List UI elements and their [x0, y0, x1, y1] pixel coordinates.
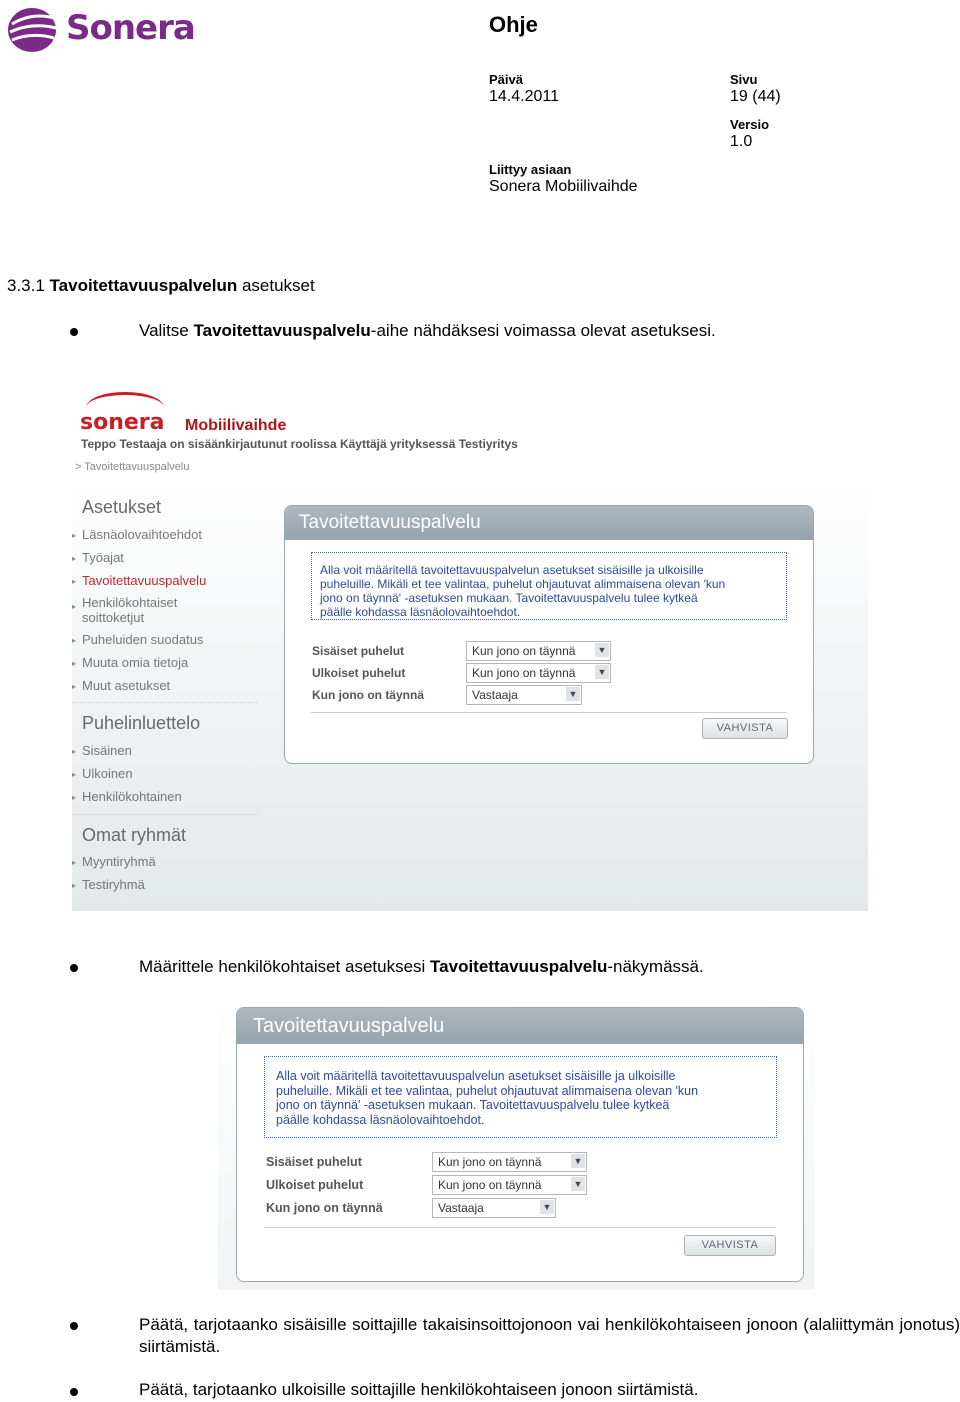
chevron-down-icon: ▼: [566, 687, 580, 701]
form-divider: [264, 1227, 776, 1228]
bullet-dot: [70, 328, 78, 336]
chevron-down-icon: ▼: [571, 1154, 585, 1168]
queue-full-value: Vastaaja: [472, 688, 518, 702]
date-value: 14.4.2011: [489, 88, 559, 105]
chevron-down-icon: ▼: [595, 643, 609, 657]
nav-item-presence[interactable]: Läsnäolovaihtoehdot: [82, 527, 202, 542]
app-product: Mobiilivaihde: [185, 417, 287, 434]
sonera-logo-icon: [6, 4, 62, 56]
external-calls-value: Kun jono on täynnä: [472, 666, 576, 680]
chevron-down-icon: ▼: [540, 1200, 554, 1214]
app-logo: sonera: [80, 410, 165, 435]
info-box: [311, 552, 787, 620]
confirm-button[interactable]: VAHVISTA: [684, 1235, 776, 1256]
screenshot-reachability-panel: [218, 1000, 815, 1290]
panel-header: [285, 506, 813, 540]
nav-item-internal[interactable]: Sisäinen: [82, 743, 132, 758]
chevron-down-icon: ▼: [595, 665, 609, 679]
reachability-panel: [284, 505, 814, 764]
nav-heading-phonebook: Puhelinluettelo: [82, 713, 201, 733]
nav-arrow-icon: ▸: [72, 531, 77, 540]
nav-arrow-icon: ▸: [72, 881, 77, 890]
nav-heading-settings: Asetukset: [82, 497, 162, 517]
form-divider: [311, 712, 787, 713]
nav-item-other-settings[interactable]: Muut asetukset: [82, 678, 171, 693]
queue-full-select[interactable]: [466, 685, 582, 705]
bullet-dot: [70, 1388, 78, 1396]
external-calls-select[interactable]: [466, 663, 611, 683]
nav-arrow-icon: ▸: [72, 747, 77, 756]
nav-arrow-icon: ▸: [72, 770, 77, 779]
nav-item-sales-group[interactable]: Myyntiryhmä: [82, 854, 156, 869]
nav-arrow-icon: ▸: [72, 577, 77, 586]
chevron-down-icon: ▼: [571, 1177, 585, 1191]
internal-calls-value: Kun jono on täynnä: [438, 1155, 542, 1169]
nav-item-external[interactable]: Ulkoinen: [82, 766, 133, 781]
nav-arrow-icon: ▸: [72, 636, 77, 645]
internal-calls-select[interactable]: [466, 641, 611, 661]
app-user-line: Teppo Testaaja on sisäänkirjautunut roolissa Käyttäjä yrityksessä Testiyritys: [81, 437, 518, 451]
nav-divider: [72, 814, 257, 815]
internal-calls-label: Sisäiset puhelut: [266, 1155, 362, 1169]
nav-arrow-icon: ▸: [72, 602, 77, 611]
logo-text: Sonera: [66, 8, 195, 48]
version-value: 1.0: [730, 133, 753, 150]
section-title-bold: Tavoitettavuuspalvelun: [49, 276, 238, 295]
internal-calls-label: Sisäiset puhelut: [312, 644, 405, 658]
external-calls-label: Ulkoiset puhelut: [312, 666, 406, 680]
nav-item-test-group[interactable]: Testiryhmä: [82, 877, 145, 892]
confirm-button[interactable]: VAHVISTA: [702, 718, 788, 739]
nav-arrow-icon: ▸: [72, 793, 77, 802]
date-label: Päivä: [489, 72, 523, 87]
nav-divider: [72, 702, 257, 703]
bullet-dot: [70, 964, 78, 972]
bullet-text-4: Päätä, tarjotaanko ulkoisille soittajille henkilökohtaiseen jonoon siirtämistä.: [139, 1380, 699, 1399]
info-box: [264, 1056, 777, 1138]
nav-item-reachability[interactable]: Tavoitettavuuspalvelu: [82, 573, 207, 588]
section-heading: [7, 276, 315, 296]
bullet-dot: [70, 1322, 78, 1330]
panel-header: [237, 1008, 803, 1044]
reachability-panel: [236, 1007, 804, 1282]
doc-title: Ohje: [489, 12, 538, 37]
section-number: 3.3.1: [7, 276, 45, 295]
external-calls-value: Kun jono on täynnä: [438, 1178, 542, 1192]
nav-item-call-chains[interactable]: Henkilökohtaiset soittoketjut: [82, 595, 178, 625]
related-value: Sonera Mobiilivaihde: [489, 178, 638, 195]
nav-arrow-icon: ▸: [72, 554, 77, 563]
bullet-text-3: Päätä, tarjotaanko sisäisille soittajille takaisinsoittojonoon vai henkilökohtaiseen jonoon (alaliittymän jonotus) siirtämistä.: [139, 1315, 960, 1356]
queue-full-label: Kun jono on täynnä: [312, 688, 424, 702]
screenshot-settings-page: [72, 384, 868, 911]
external-calls-select[interactable]: [432, 1175, 587, 1195]
nav-item-edit-info[interactable]: Muuta omia tietoja: [82, 655, 189, 670]
nav-item-worktimes[interactable]: Työajat: [82, 550, 124, 565]
bullet-text-1: Valitse Tavoitettavuuspalvelu-aihe nähdäksesi voimassa olevat asetuksesi.: [139, 321, 716, 340]
nav-item-personal[interactable]: Henkilökohtainen: [82, 789, 182, 804]
page-value: 19 (44): [730, 88, 781, 105]
info-text: Alla voit määritellä tavoitettavuuspalvelun asetukset sisäisille ja ulkoisille puheluille. Mikäli et tee valintaa, puhelut ohjautuvat alimmaisena olevan 'kun jono on täynnä' -asetuksen mukaan. Tavoitettavuuspalvelu tulee kytkeä päälle kohdassa läsnäolovaihtoehdot.: [320, 563, 726, 619]
related-label: Liittyy asiaan: [489, 162, 572, 177]
bullet-text-2: Määrittele henkilökohtaiset asetuksesi Tavoitettavuuspalvelu-näkymässä.: [139, 957, 704, 976]
nav-arrow-icon: ▸: [72, 659, 77, 668]
info-text: Alla voit määritellä tavoitettavuuspalvelun asetukset sisäisille ja ulkoisille puheluille. Mikäli et tee valintaa, puhelut ohjautuvat alimmaisena olevan 'kun jono on täynnä' -asetuksen mukaan. Tavoitettavuuspalvelu tulee kytkeä päälle kohdassa läsnäolovaihtoehdot.: [276, 1069, 699, 1127]
nav-heading-groups: Omat ryhmät: [82, 825, 187, 845]
panel-title: Tavoitettavuuspalvelu: [299, 512, 481, 533]
internal-calls-value: Kun jono on täynnä: [472, 644, 576, 658]
nav-arrow-icon: ▸: [72, 682, 77, 691]
queue-full-select[interactable]: [432, 1198, 556, 1218]
breadcrumb[interactable]: > Tavoitettavuuspalvelu: [75, 461, 190, 473]
internal-calls-select[interactable]: [432, 1152, 587, 1172]
nav-item-call-filtering[interactable]: Puheluiden suodatus: [82, 632, 204, 647]
page-label: Sivu: [730, 72, 758, 87]
queue-full-value: Vastaaja: [438, 1201, 484, 1215]
panel-title: Tavoitettavuuspalvelu: [253, 1015, 445, 1037]
version-label: Versio: [730, 117, 770, 132]
queue-full-label: Kun jono on täynnä: [266, 1201, 383, 1215]
nav-arrow-icon: ▸: [72, 858, 77, 867]
section-title-rest: asetukset: [241, 276, 315, 295]
external-calls-label: Ulkoiset puhelut: [266, 1178, 364, 1192]
sonera-logo: [6, 4, 206, 56]
